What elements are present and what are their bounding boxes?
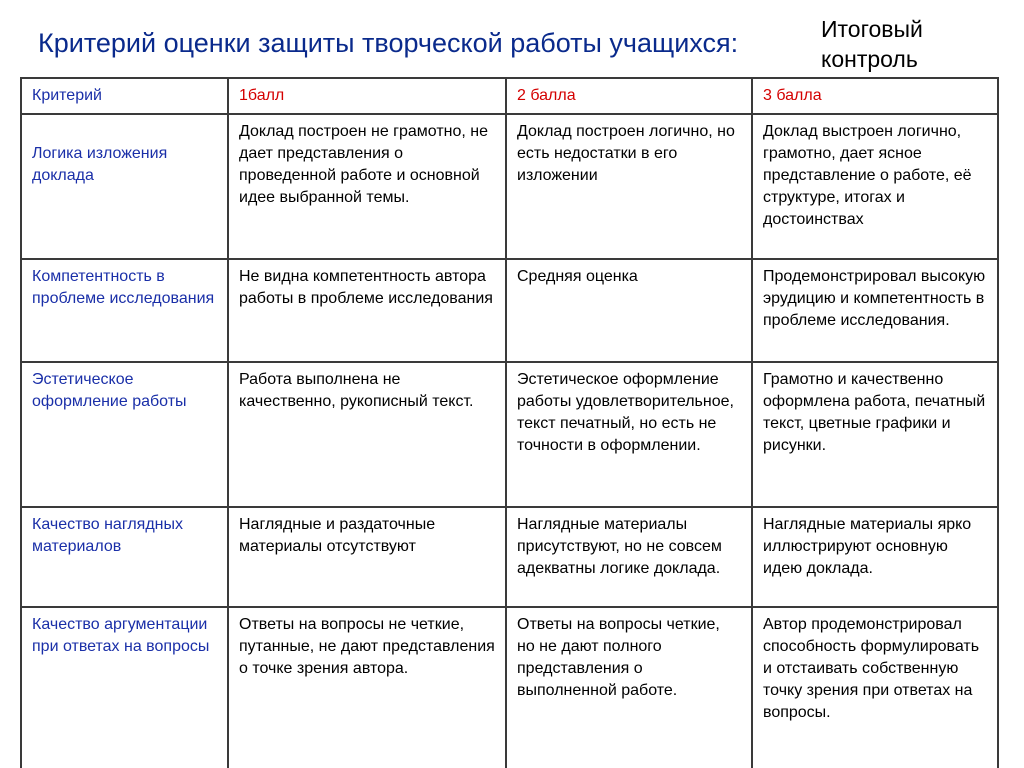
criterion-cell: Эстетическое оформление работы — [21, 362, 228, 507]
criteria-table — [20, 77, 999, 768]
score2-cell: Наглядные материалы присутствуют, но не совсем адекватны логике доклада. — [506, 507, 752, 607]
header-score-3: 3 балла — [752, 78, 998, 114]
header-score-2: 2 балла — [506, 78, 752, 114]
table-row — [21, 507, 998, 607]
table-row — [21, 259, 998, 362]
score3-cell: Автор продемонстрировал способность формулировать и отстаивать собственную точку зрения при ответах на вопросы. — [752, 607, 998, 768]
table-row — [21, 607, 998, 768]
table-row — [21, 362, 998, 507]
criterion-text: Логика изложения доклада — [32, 145, 168, 184]
score1-cell: Наглядные и раздаточные материалы отсутствуют — [228, 507, 506, 607]
table-header-row — [21, 78, 998, 114]
score2-cell: Ответы на вопросы четкие, но не дают полного представления о выполненной работе. — [506, 607, 752, 768]
score1-cell: Работа выполнена не качественно, рукописный текст. — [228, 362, 506, 507]
header-score-1: 1балл — [228, 78, 506, 114]
score3-cell: Наглядные материалы ярко иллюстрируют основную идею доклада. — [752, 507, 998, 607]
score3-cell: Доклад выстроен логично, грамотно, дает ясное представление о работе, её структуре, итогах и достоинствах — [752, 114, 998, 259]
score3-cell: Грамотно и качественно оформлена работа, печатный текст, цветные графики и рисунки. — [752, 362, 998, 507]
corner-label-line1: Итоговый — [821, 16, 923, 42]
table-row — [21, 114, 998, 259]
score1-cell: Не видна компетентность автора работы в проблеме исследования — [228, 259, 506, 362]
header-criterion: Критерий — [21, 78, 228, 114]
criterion-cell: Качество наглядных материалов — [21, 507, 228, 607]
score3-cell: Продемонстрировал высокую эрудицию и компетентность в проблеме исследования. — [752, 259, 998, 362]
score2-cell: Эстетическое оформление работы удовлетворительное, текст печатный, но есть не точности в оформлении. — [506, 362, 752, 507]
slide-title: Критерий оценки защиты творческой работы учащихся: — [38, 28, 739, 58]
criterion-cell: Компетентность в проблеме исследования — [21, 259, 228, 362]
criterion-cell: Качество аргументации при ответах на вопросы — [21, 607, 228, 768]
score2-cell: Средняя оценка — [506, 259, 752, 362]
score1-cell: Доклад построен не грамотно, не дает представления о проведенной работе и основной идее выбранной темы. — [228, 114, 506, 259]
corner-label — [821, 14, 923, 74]
corner-label-line2: контроль — [821, 46, 918, 72]
score2-cell: Доклад построен логично, но есть недостатки в его изложении — [506, 114, 752, 259]
score1-cell: Ответы на вопросы не четкие, путанные, не дают представления о точке зрения автора. — [228, 607, 506, 768]
criterion-cell — [21, 114, 228, 259]
